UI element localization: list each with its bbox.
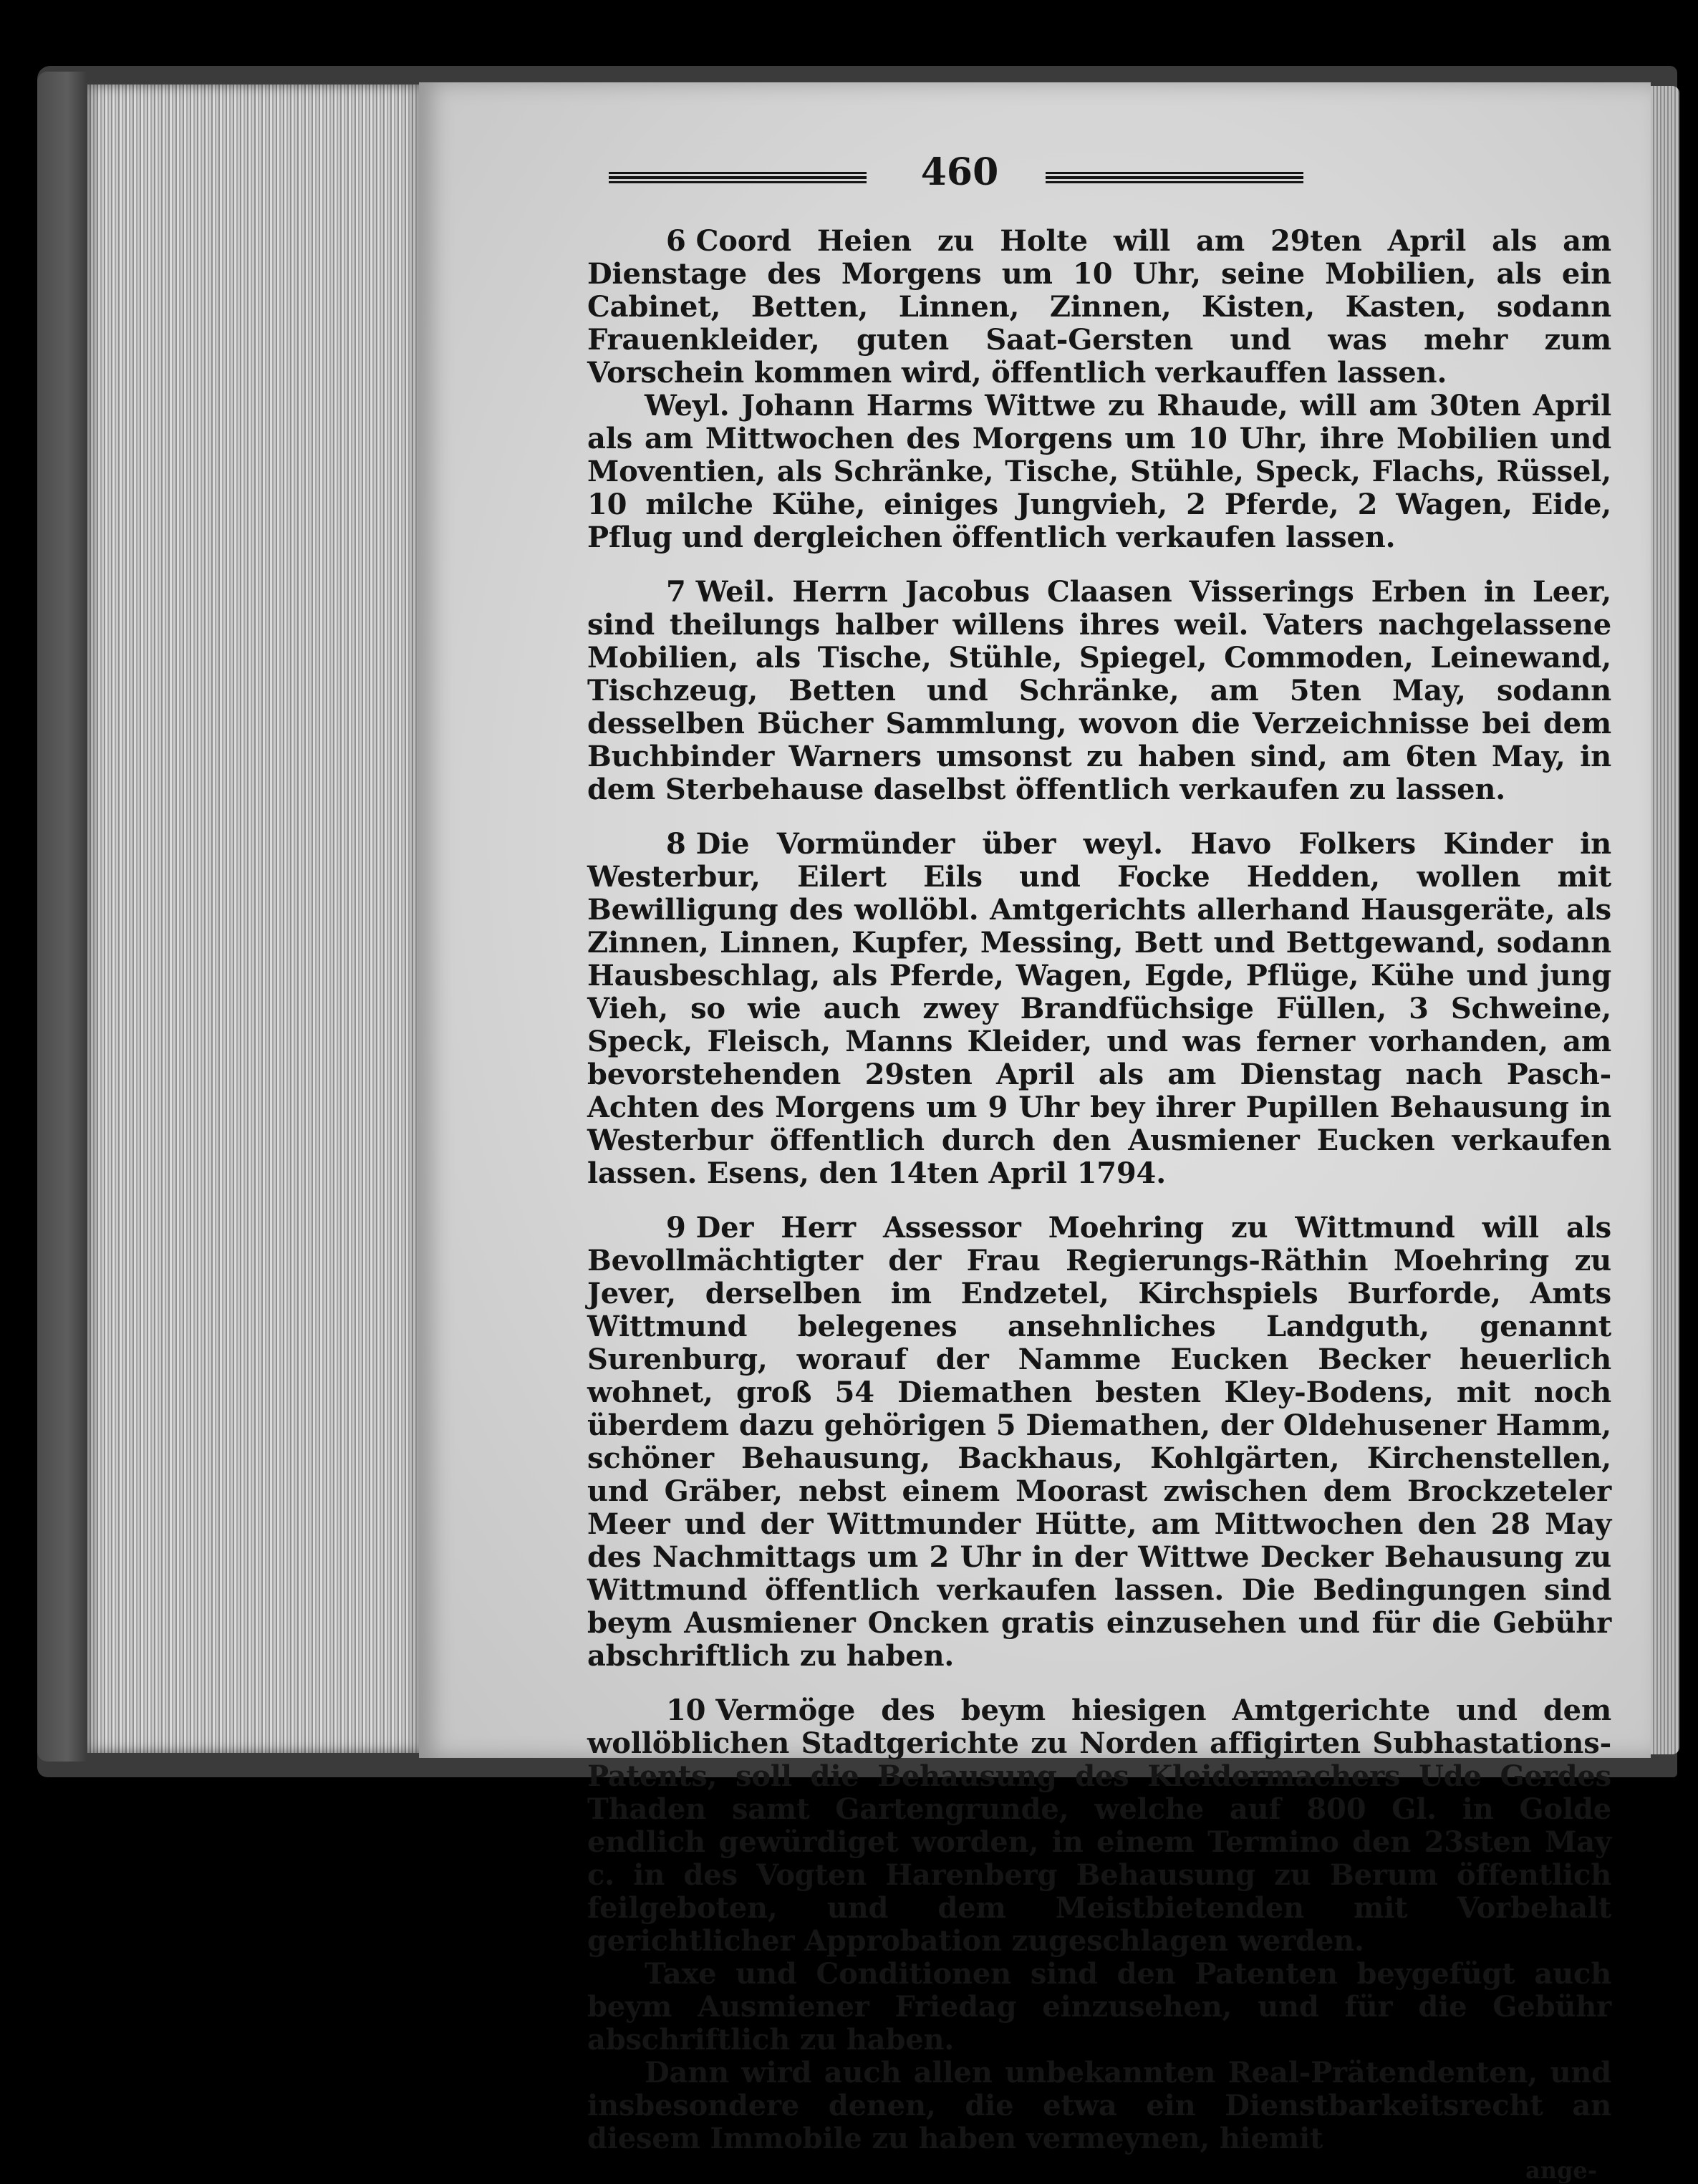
page-header [587,150,1611,208]
notice-text: Der Herr Assessor Moehring zu Wittmund will als Bevollmächtigter der Frau Regierungs-Räthin Moehring zu Jever, derselben im Endzetel, Kirchspiels Burforde, Amts Wittmund belegenes ansehnliches Landguth, genannt Surenburg, worauf der Namme Eucken Becker heuerlich wohnet, groß 54 Diemathen besten Kley-Bodens, mit noch überdem dazu gehörigen 5 Diemathen, der Oldehusener Hamm, schöner Behausung, Backhaus, Kohlgärten, Kirchenstellen, und Gräber, nebst einem Moorast zwischen dem Brockzeteler Meer und der Wittmunder Hütte, am Mittwochen den 28 May des Nachmittags um 2 Uhr in der Wittwe Decker Behausung zu Wittmund öffentlich verkaufen lassen. Die Bedingungen sind beym Ausmiener Oncken gratis einzusehen und für die Gebühr abschriftlich zu haben. [587,1211,1611,1673]
notice-entry [587,576,1611,806]
notice-paragraph [587,828,1611,1190]
notice-paragraph: Dann wird auch allen unbekannten Real-Prätendenten, und insbesondere denen, die etwa ein Dienstbarkeitsrecht an diesem Immobile zu haben vermeynen, hiemit [587,2056,1611,2155]
notice-text: Coord Heien zu Holte will am 29ten April als am Dienstage des Morgens um 10 Uhr, seine Mobilien, als ein Cabinet, Betten, Linnen, Zinnen, Kisten, Kasten, sodann Frauenkleider, guten Saat-Gersten und was mehr zum Vorschein kommen wird, öffentlich verkauffen lassen. [587,224,1611,390]
notice-number: 10 [666,1693,706,1727]
notice-paragraph [587,576,1611,806]
notice-number: 7 [666,575,686,609]
notice-text: Die Vormünder über weyl. Havo Folkers Kinder in Westerbur, Eilert Eils und Focke Hedden, wollen mit Bewilligung des wollöbl. Amtgerichts allerhand Hausgeräte, als Zinnen, Linnen, Kupfer, Messing, Bett und Bettgewand, sodann Hausbeschlag, als Pferde, Wagen, Egde, Pflüge, Kühe und jung Vieh, so wie auch zwey Brandfüchsige Füllen, 3 Schweine, Speck, Fleisch, Manns Kleider, und was ferner vorhanden, am bevorstehenden 29sten April als am Dienstag nach Pasch-Achten des Morgens um 9 Uhr bey ihrer Pupillen Behausung in Westerbur öffentlich durch den Ausmiener Eucken verkaufen lassen. Esens, den 14ten April 1794. [587,827,1611,1190]
notice-paragraph [587,1212,1611,1673]
page-text [587,150,1611,2184]
notice-number: 6 [666,224,686,258]
notice-paragraph: Weyl. Johann Harms Wittwe zu Rhaude, will am 30ten April als am Mittwochen des Morgens um 10 Uhr, ihre Mobilien und Moventien, als Schränke, Tische, Stühle, Speck, Flachs, Rüssel, 10 milche Kühe, einiges Jungvieh, 2 Pferde, 2 Wagen, Eide, Pflug und dergleichen öffentlich verkaufen lassen. [587,389,1611,554]
notice-entry [587,1212,1611,1673]
notice-text: Weil. Herrn Jacobus Claasen Visserings Erben in Leer, sind theilungs halber willens ihres weil. Vaters nachgelassene Mobilien, als Tische, Stühle, Spiegel, Commoden, Leinewand, Tischzeug, Betten und Schränke, am 5ten May, sodann desselben Bücher Sammlung, wovon die Verzeichnisse bei dem Buchbinder Warners umsonst zu haben sind, am 6ten May, in dem Sterbehause daselbst öffentlich verkaufen zu lassen. [587,575,1611,806]
notice-entry [587,1694,1611,2155]
page-edges-left [87,84,424,1753]
notice-entry [587,225,1611,554]
notice-entry [587,828,1611,1190]
book-spine [37,72,87,1762]
notice-number: 8 [666,827,686,861]
notice-number: 9 [666,1211,686,1245]
page-number: 460 [920,150,999,194]
header-rule-right [1046,172,1303,183]
header-rule-left [609,172,867,183]
catchword: ange- [1525,2157,1597,2184]
notice-paragraph [587,225,1611,390]
notice-paragraph [587,1694,1611,1958]
book-page [419,82,1651,2184]
notice-paragraph: Taxe und Conditionen sind den Patenten beygefügt auch beym Ausmiener Friedag einzusehen, und für die Gebühr abschriftlich zu haben. [587,1957,1611,2057]
notice-text: Vermöge des beym hiesigen Amtgerichte und dem wollöblichen Stadtgerichte zu Norden affigirten Subhastations-Patents, soll die Behausung des Kleidermachers Ude Gerdes Thaden samt Gartengrunde, welche auf 800 Gl. in Golde endlich gewürdiget worden, in einem Termino den 23sten May c. in des Vogten Harenberg Behausung zu Berum öffentlich feilgeboten, und dem Meistbietenden mit Vorbehalt gerichtlicher Approbation zugeschlagen werden. [587,1693,1611,1958]
